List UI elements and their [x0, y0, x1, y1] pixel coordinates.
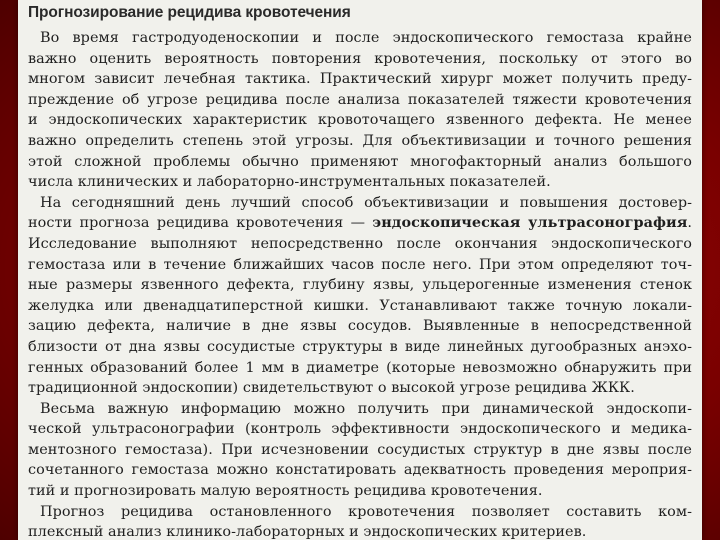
text-line: сочетанного гемостаза можно констатировать адекватность проведения мероприя-	[28, 462, 692, 479]
scanned-page	[18, 0, 702, 540]
text-line	[28, 213, 692, 234]
text-fragment: ности прогноза рецидива кровотечения —	[28, 215, 373, 232]
text-line: близости от дна язвы сосудистые структуры в виде линейных дугообразных анэхо-	[28, 338, 692, 355]
text-line: желудка или двенадцатиперстной кишки. Устанавливают также точную локали-	[28, 297, 692, 314]
emphasis-term: эндоскопическая ультрасонография	[372, 214, 688, 232]
text-line: плексный анализ клинико-лабораторных и эндоскопических критериев.	[28, 524, 587, 540]
text-line: ментозного гемостаза). При исчезновении сосудистых структур в дне язвы после	[28, 441, 692, 458]
paragraph-4	[28, 502, 692, 540]
body-text	[28, 28, 692, 540]
text-line: важно оценить вероятность повторения кровотечения, поскольку от этого во	[28, 50, 692, 67]
text-line: генных образований более 1 мм в диаметре (которые невозможно обнаружить при	[28, 359, 692, 376]
text-line: Весьма важную информацию можно получить при динамической эндоскопи-	[40, 400, 692, 417]
text-line: Исследование выполняют непосредственно после окончания эндоскопического	[28, 235, 692, 252]
text-line: ческой ультрасонографии (контроль эффективности эндоскопического и медика-	[28, 421, 692, 438]
text-line: многом зависит лечебная тактика. Практический хирург может получить преду-	[28, 71, 692, 88]
text-line: На сегодняшний день лучший способ объективизации и повышения достовер-	[40, 194, 692, 211]
page-heading: Прогнозирование рецидива кровотечения	[28, 4, 351, 21]
text-line: этой сложной проблемы обычно применяют многофакторный анализ большого	[28, 153, 692, 170]
text-line: традиционной эндоскопии) свидетельствуют о высокой угрозе рецидива ЖКК.	[28, 380, 635, 397]
paragraph-2	[28, 193, 692, 399]
text-line: тий и прогнозировать малую вероятность рецидива кровотечения.	[28, 483, 543, 500]
paragraph-1	[28, 28, 692, 193]
text-line: зацию дефекта, наличие в дне язвы сосудов. Выявленные в непосредственной	[28, 318, 692, 335]
text-line: ные размеры язвенного дефекта, глубину язвы, ульцерогенные изменения стенок	[28, 277, 692, 294]
text-line: Во время гастродуоденоскопии и после эндоскопического гемостаза крайне	[40, 30, 692, 46]
text-line: преждение об угрозе рецидива после анализа показателей тяжести кровотечения	[28, 91, 692, 108]
text-line: Прогноз рецидива остановленного кровотечения позволяет составить ком-	[40, 503, 692, 520]
text-line: важно определить степень этой угрозы. Для объективизации и точного решения	[28, 132, 692, 149]
text-line: числа клинических и лабораторно-инструментальных показателей.	[28, 174, 551, 191]
text-fragment: .	[687, 215, 692, 232]
paragraph-3	[28, 399, 692, 502]
text-line: и эндоскопических характеристик кровоточащего язвенного дефекта. Не менее	[28, 112, 692, 129]
text-line: гемостаза или в течение ближайших часов после него. При этом определяют точ-	[28, 256, 692, 273]
